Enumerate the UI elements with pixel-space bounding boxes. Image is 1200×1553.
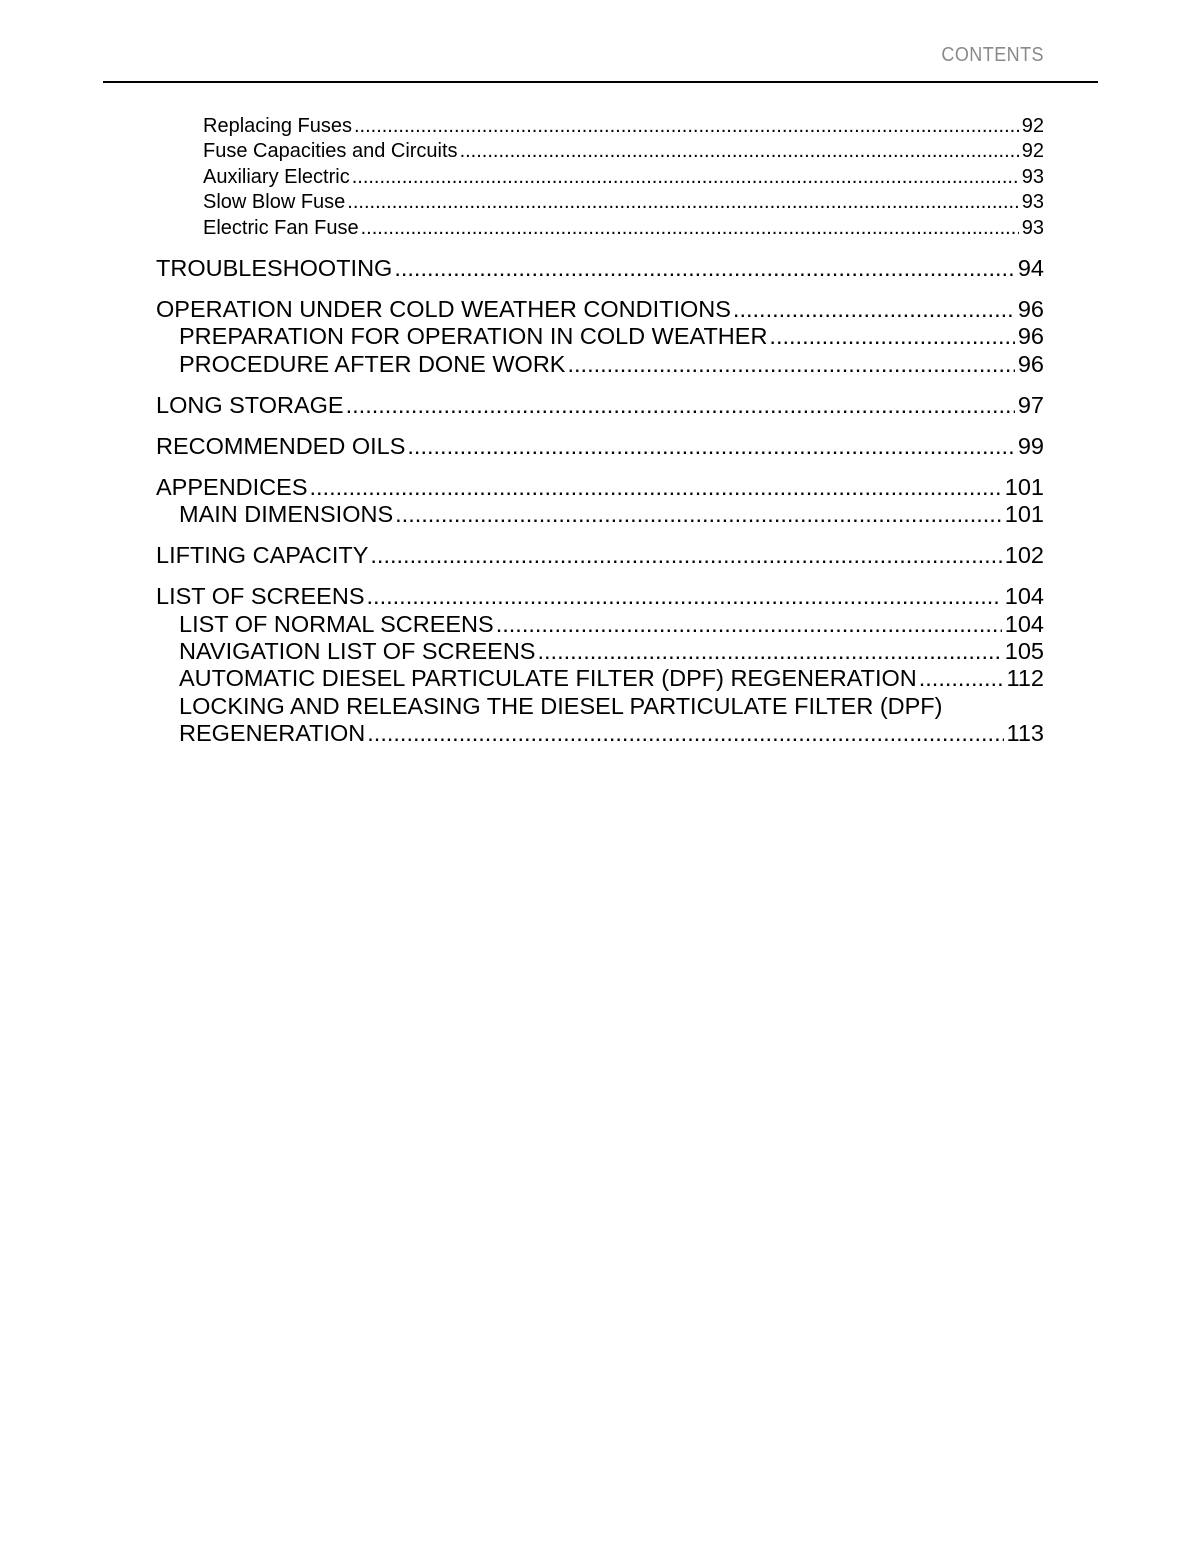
toc-entry-title: LIFTING CAPACITY [156,542,369,568]
toc-entry-lifting-capacity[interactable] [156,542,1044,569]
toc-entry-page: 96 [1017,296,1044,322]
toc-entry-page: 94 [1017,255,1044,281]
toc-entry-page: 104 [1004,611,1044,637]
toc-leader-dots [395,501,1002,528]
toc-entry-page: 113 [1006,720,1044,746]
toc-entry-replacing-fuses[interactable] [203,115,1044,138]
toc-leader-dots [367,720,1003,747]
toc-entry-preparation-cold-weather[interactable] [179,323,1044,350]
toc-entry-page: 101 [1004,501,1044,527]
toc-entry-title: PREPARATION FOR OPERATION IN COLD WEATHER [179,323,768,349]
toc-entry-recommended-oils[interactable] [156,433,1044,460]
toc-entry-page: 93 [1021,191,1044,213]
toc-entry-title: LIST OF SCREENS [156,583,365,609]
toc-entry-fuse-capacities[interactable] [203,140,1044,163]
toc-entry-page: 112 [1006,665,1044,691]
toc-entry-title: TROUBLESHOOTING [156,255,393,281]
toc-entry-electric-fan-fuse[interactable] [203,217,1044,240]
toc-entry-page: 96 [1017,323,1044,349]
toc-leader-dots [352,166,1019,189]
toc-leader-dots [354,115,1019,138]
toc-entry-title: PROCEDURE AFTER DONE WORK [179,351,566,377]
toc-entry-page: 105 [1004,638,1044,664]
toc-leader-dots [769,323,1014,350]
toc-leader-dots [347,191,1018,214]
toc-leader-dots [733,296,1015,323]
toc-entry-list-normal-screens[interactable] [179,611,1044,638]
toc-entry-title: AUTOMATIC DIESEL PARTICULATE FILTER (DPF) REGENERATION [179,665,917,691]
toc-entry-page: 93 [1021,166,1044,188]
toc-leader-dots [919,665,1004,692]
toc-entry-page: 101 [1004,474,1044,500]
toc-entry-page: 96 [1017,351,1044,377]
toc-entry-locking-dpf-line1[interactable]: LOCKING AND RELEASING THE DIESEL PARTICULATE FILTER (DPF) [179,693,943,719]
toc-leader-dots [496,611,1002,638]
toc-entry-page: 97 [1017,392,1044,418]
toc-entry-title: MAIN DIMENSIONS [179,501,394,527]
toc-leader-dots [394,255,1015,282]
toc-entry-slow-blow-fuse[interactable] [203,191,1044,214]
toc-entry-main-dimensions[interactable] [179,501,1044,528]
toc-entry-title: Auxiliary Electric [203,166,350,188]
toc-leader-dots [407,433,1014,460]
toc-leader-dots [460,140,1019,163]
toc-entry-long-storage[interactable] [156,392,1044,419]
toc-leader-dots [537,638,1001,665]
toc-entry-title: LONG STORAGE [156,392,344,418]
toc-entry-title: LIST OF NORMAL SCREENS [179,611,494,637]
toc-entry-page: 104 [1004,583,1044,609]
toc-entry-title: Slow Blow Fuse [203,191,346,213]
toc-entry-page: 102 [1004,542,1044,568]
toc-leader-dots [567,351,1014,378]
toc-entry-procedure-after-work[interactable] [179,351,1044,378]
toc-leader-dots [370,542,1001,569]
toc-leader-dots [361,217,1019,240]
toc-entry-appendices[interactable] [156,474,1044,501]
toc-entry-title: Electric Fan Fuse [203,217,359,239]
toc-entry-page: 92 [1021,140,1044,162]
toc-leader-dots [367,583,1002,610]
toc-entry-list-of-screens[interactable] [156,583,1044,610]
toc-entry-title: Fuse Capacities and Circuits [203,140,458,162]
toc-entry-navigation-list[interactable] [179,638,1044,665]
toc-entry-page: 93 [1021,217,1044,239]
toc-entry-locking-dpf[interactable] [179,720,1044,747]
toc-entry-title: OPERATION UNDER COLD WEATHER CONDITIONS [156,296,731,322]
toc-entry-title: RECOMMENDED OILS [156,433,406,459]
header-label: CONTENTS [941,44,1044,66]
toc-entry-page: 92 [1021,115,1044,137]
toc-entry-auxiliary-electric[interactable] [203,166,1044,189]
toc-leader-dots [310,474,1002,501]
toc-entry-title: NAVIGATION LIST OF SCREENS [179,638,536,664]
toc-entry-title: Replacing Fuses [203,115,352,137]
toc-entry-automatic-dpf[interactable] [179,665,1044,692]
toc-entry-title: APPENDICES [156,474,308,500]
toc-entry-title: REGENERATION [179,720,366,746]
toc-entry-cold-weather[interactable] [156,296,1044,323]
toc-leader-dots [346,392,1015,419]
toc-entry-troubleshooting[interactable] [156,255,1044,282]
toc-entry-page: 99 [1017,433,1044,459]
